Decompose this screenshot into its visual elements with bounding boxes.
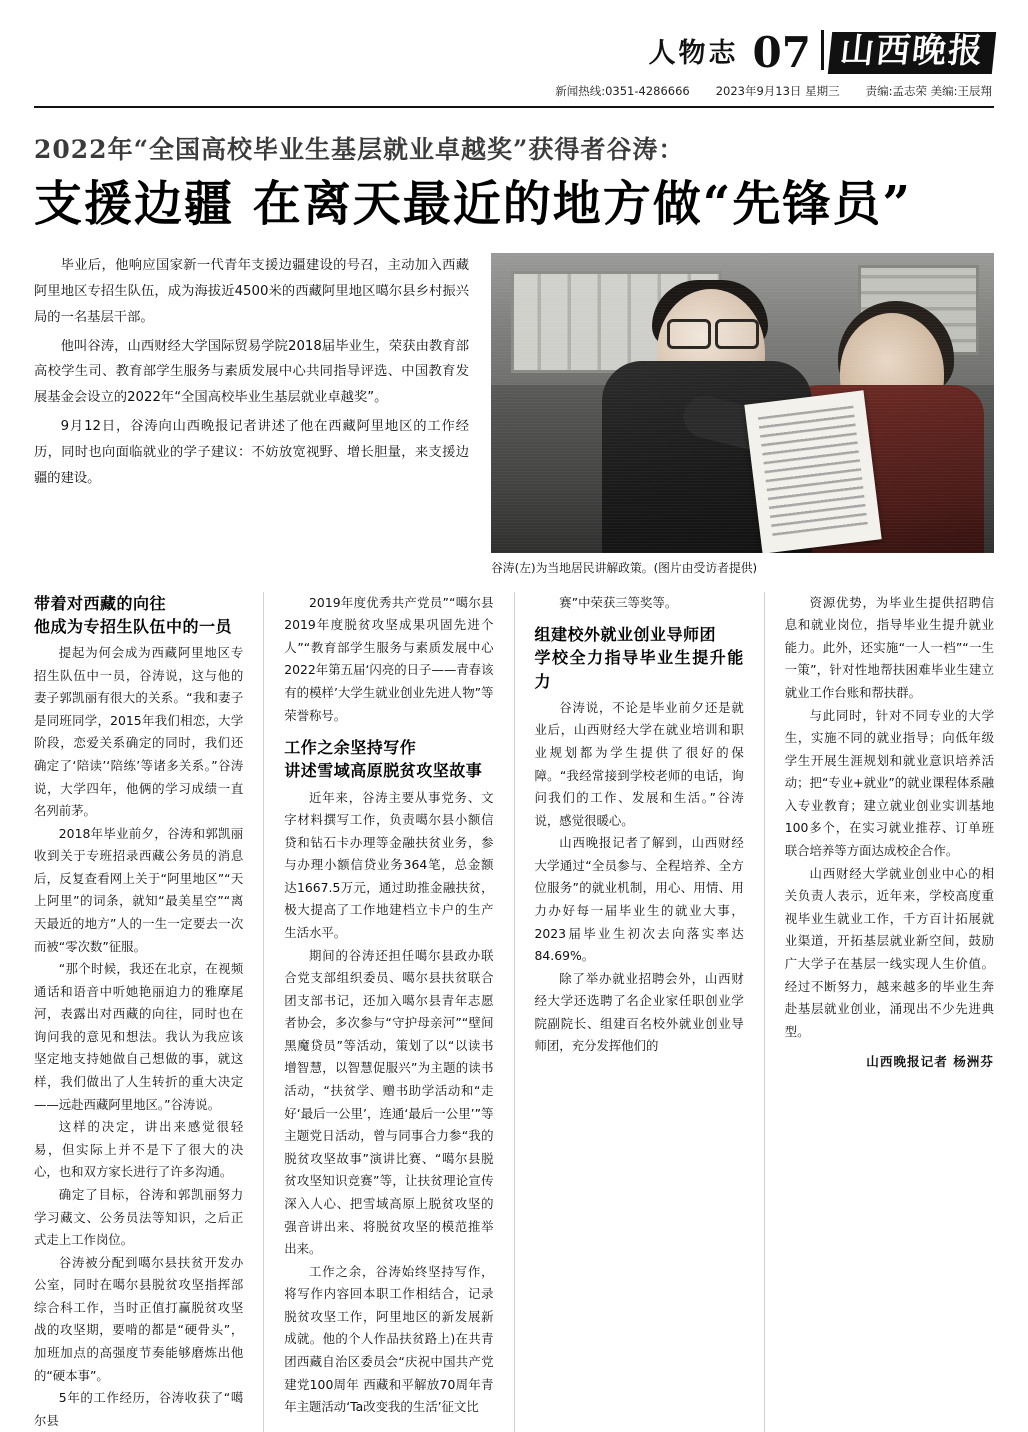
lead-paragraphs <box>34 253 469 578</box>
masthead-meta <box>34 83 994 99</box>
body-paragraph: 资源优势，为毕业生提供招聘信息和就业岗位，指导毕业生提升就业能力。此外，还实施“一人一档”“一生一策”，针对性地帮扶困难毕业生建立就业工作台账和帮扶群。 <box>784 594 994 700</box>
article-kicker: 2022年“全国高校毕业生基层就业卓越奖”获得者谷涛： <box>34 135 685 164</box>
masthead-paper-logo: 山西晚报 <box>828 32 996 74</box>
body-column <box>785 592 994 1432</box>
lead-paragraph: 9月12日，谷涛向山西晚报记者讲述了他在西藏阿里地区的工作经历，同时也向面临就业的学子建议：不妨放宽视野、增长胆量，来支援边疆的建设。 <box>34 419 469 487</box>
masthead-hotline: 新闻热线:0351-4286666 <box>555 84 690 98</box>
masthead-divider-rule <box>821 30 824 70</box>
body-paragraph: 与此同时，针对不同专业的大学生，实施不同的就业指导；向低年级学生开展生涯规划和就业意识培养活动；把“专业+就业”的就业课程体系融入专业教育；建立就业创业实训基地100多个，在实习就业推荐、订单班联合培养等方面达成校企合作。 <box>784 707 994 859</box>
masthead <box>34 0 994 77</box>
article-headline: 支援边疆 在离天最近的地方做“先锋员” <box>34 176 912 232</box>
masthead-page-number: 07 <box>752 28 811 77</box>
body-paragraph: 谷涛说，不论是毕业前夕还是就业后，山西财经大学在就业培训和职业规划都为学生提供了很好的保障。“我经常接到学校老师的电话，询问我们的工作、发展和生活。”谷涛说，感觉很暖心。 <box>534 699 744 828</box>
article-photo <box>491 253 994 553</box>
lead-paragraph: 他叫谷涛，山西财经大学国际贸易学院2018届毕业生，荣获由教育部高校学生司、教育部学生服务与素质发展中心共同指导评选、中国教育发展基金会设立的2022年“全国高校毕业生基层就业卓越奖”。 <box>34 338 469 406</box>
masthead-section: 人物志 <box>648 38 739 69</box>
body-paragraph: 5年的工作经历，谷涛收获了“噶尔县 <box>34 1390 244 1428</box>
column-rule <box>263 592 264 1432</box>
body-paragraph: 工作之余，谷涛始终坚持写作，将写作内容回本职工作相结合，记录脱贫攻坚工作，阿里地区的新发展新成就。他的个人作品扶贫路上)在共青团西藏自治区委员会“庆祝中国共产党建党100周年 西藏和平解放70周年青年主题活动‘Ta改变我的生活’征文比 <box>284 1263 494 1415</box>
section-subheading: 组建校外就业创业导师团 学校全力指导毕业生提升能力 <box>534 625 744 691</box>
body-column <box>284 592 493 1432</box>
body-paragraph: 谷涛被分配到噶尔县扶贫开发办公室，同时在噶尔县脱贫攻坚指挥部综合科工作，当时正值打赢脱贫攻坚战的攻坚期，要啃的都是“硬骨头”，加班加点的高强度节奏能够磨炼出他的“硬本事”。 <box>34 1254 244 1383</box>
body-paragraph: 确定了目标，谷涛和郭凯丽努力学习藏文、公务员法等知识，之后正式走上工作岗位。 <box>34 1186 244 1248</box>
body-column <box>535 592 744 1432</box>
section-subheading: 工作之余坚持写作 讲述雪域高原脱贫攻坚故事 <box>284 738 483 781</box>
masthead-editor: 责编:孟志荣 美编:王辰翔 <box>865 84 992 98</box>
body-paragraph: 近年来，谷涛主要从事党务、文字材料撰写工作，负责噶尔县小额信贷和钻石卡办理等金融扶贫业务，参与办理小额信贷业务364笔，总金额达1667.5万元，通过助推金融扶贫，极大提高了工作地建档立卡户的生产生活水平。 <box>284 789 494 940</box>
column-rule <box>764 592 765 1432</box>
masthead-date: 2023年9月13日 星期三 <box>715 84 840 98</box>
article-byline: 山西晚报记者 杨洲芬 <box>866 1054 994 1070</box>
lead-paragraph: 毕业后，他响应国家新一代青年支援边疆建设的号召，主动加入西藏阿里地区专招生队伍，成为海拔近4500米的西藏阿里地区噶尔县乡村振兴局的一名基层干部。 <box>34 257 469 325</box>
photo-caption: 谷涛(左)为当地居民讲解政策。(图片由受访者提供) <box>491 560 758 575</box>
photo-column <box>491 253 994 578</box>
body-paragraph: 2018年毕业前夕，谷涛和郭凯丽收到关于专班招录西藏公务员的消息后，反复查看网上关于“阿里地区”“天上阿里”的词条，就知“最美星空”“离天最近的地方”人的一生一定要去一次而被“零次数”征服。 <box>34 825 244 954</box>
body-paragraph: 这样的决定，讲出来感觉很轻易，但实际上并不是下了很大的决心，也和双方家长进行了许多沟通。 <box>34 1119 244 1180</box>
body-paragraph: “那个时候，我还在北京，在视频通话和语音中听她艳丽迫力的雅摩尾河，表露出对西藏的向往，同时也在询问我的意见和想法。我认为我应该坚定地支持她做自己想做的事，就这样，我们做出了人生转折的重大决定——远赴西藏阿里地区。”谷涛说。 <box>34 961 244 1112</box>
body-paragraph: 山西晚报记者了解到，山西财经大学通过“全员参与、全程培养、全方位服务”的就业机制，用心、用情、用力办好每一届毕业生的就业大事，2023届毕业生初次去向落实率达84.69%。 <box>534 835 744 964</box>
body-paragraph: 山西财经大学就业创业中心的相关负责人表示，近年来，学校高度重视毕业生就业工作，千方百计拓展就业渠道，开拓基层就业新空间，鼓励广大学子在基层一线实现人生价值。经过不断努力，越来越多的毕业生奔赴基层就业创业，涌现出不少先进典型。 <box>784 865 994 1039</box>
section-subheading: 带着对西藏的向往 他成为专招生队伍中的一员 <box>34 593 233 636</box>
body-paragraph: 除了举办就业招聘会外，山西财经大学还选聘了名企业家任职创业学院副院长、组建百名校外就业创业导师团，充分发挥他们的 <box>534 970 744 1054</box>
column-rule <box>514 592 515 1432</box>
body-columns <box>34 592 994 1432</box>
body-column <box>34 592 243 1432</box>
body-paragraph: 2019年度优秀共产党员”“噶尔县2019年度脱贫攻坚成果巩固先进个人”“教育部学生服务与素质发展中心2022年第五届‘闪亮的日子——青春该有的模样’大学生就业创业先进人物”等荣誉称号。 <box>284 594 494 723</box>
body-paragraph: 期间的谷涛还担任噶尔县政办联合党支部组织委员、噶尔县扶贫联合团支部书记，还加入噶尔县青年志愿者协会，多次参与“守护母亲河”“壁间黑魔贷员”等活动，策划了以“以读书增智慧，以智慧促服兴”为主题的读书活动，“扶贫学、赠书助学活动和“走好‘最后一公里’，连通‘最后一公里’”等主题党日活动，曾与同事合力参“我的脱贫攻坚故事”演讲比赛、“噶尔县脱贫攻坚知识竞赛”等，让扶贫理论宣传深入人心、把雪域高原上脱贫攻坚的强音讲出来、将脱贫攻坚的模范推举出来。 <box>284 947 494 1257</box>
body-paragraph: 赛”中荣获三等奖等。 <box>559 594 678 610</box>
masthead-bottom-rule <box>34 106 994 108</box>
lead-photo-row <box>34 253 994 578</box>
body-paragraph: 提起为何会成为西藏阿里地区专招生队伍中一员，谷涛说，这与他的妻子郭凯丽有很大的关系。“我和妻子是同班同学，2015年我们相恋，大学阶段，恋爱关系确定的同时，我们还确定了‘陪读’‘陪练’等诸多关系。”谷涛说，大学四年，他俩的学习成绩一直名列前茅。 <box>34 645 244 819</box>
